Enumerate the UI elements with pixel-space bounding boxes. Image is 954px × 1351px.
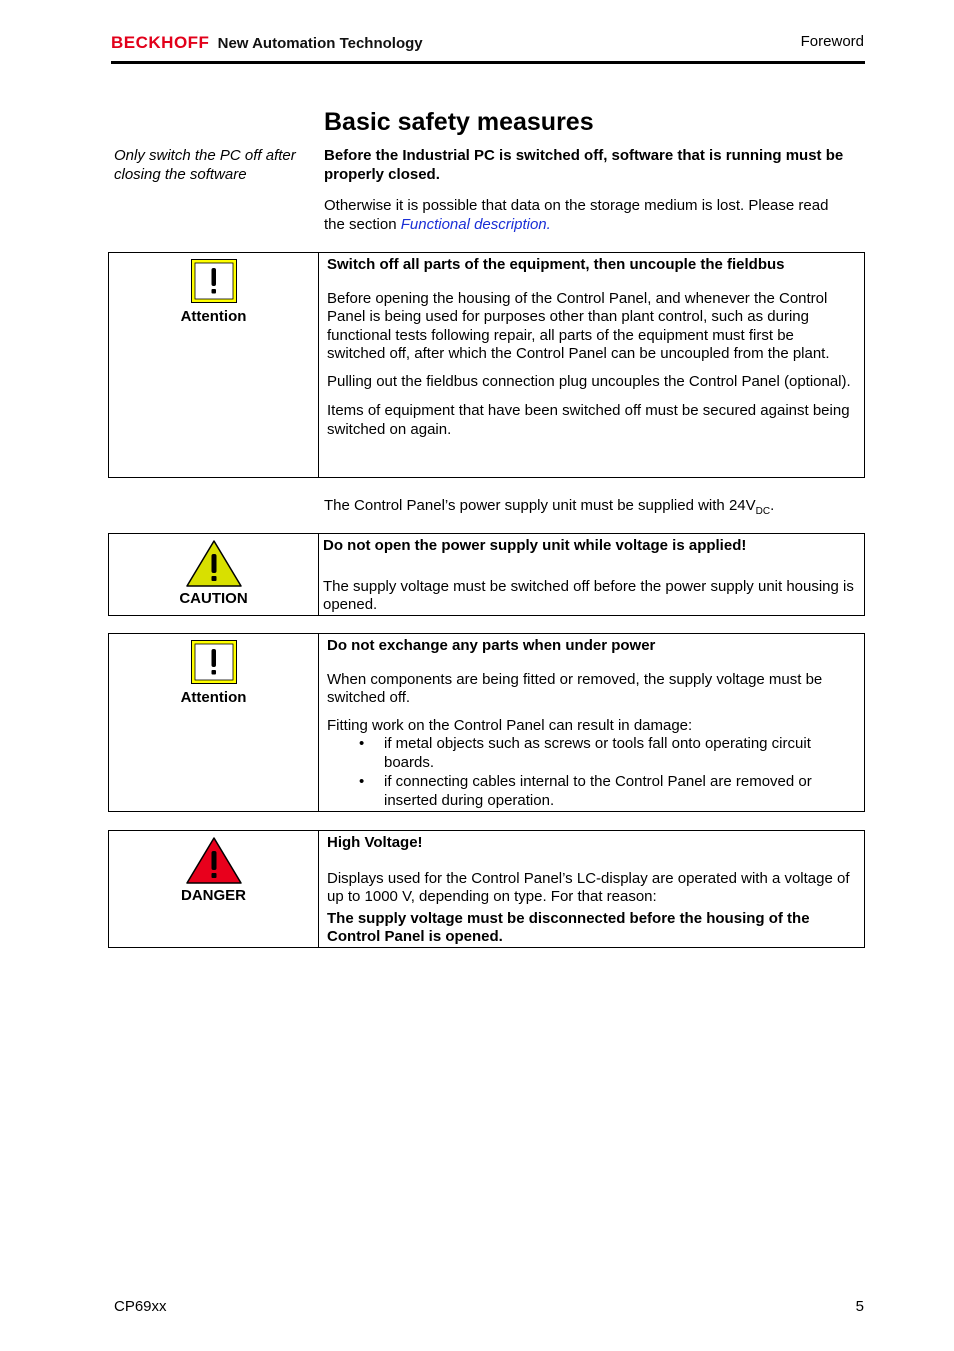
supply-note-text: The Control Panel’s power supply unit must be supplied with 24V bbox=[324, 497, 756, 514]
notice-bullet-list bbox=[327, 735, 856, 810]
intro-body-end: . bbox=[546, 215, 551, 233]
notice-danger-high-voltage bbox=[108, 830, 865, 948]
footer-product: CP69xx bbox=[114, 1298, 167, 1315]
brand-name: BECKHOFF bbox=[111, 33, 210, 52]
attention-exclamation-icon bbox=[190, 258, 238, 304]
brand-tagline: New Automation Technology bbox=[217, 35, 423, 52]
notice-heading: Do not open the power supply unit while voltage is applied! bbox=[323, 537, 747, 554]
page-title: Basic safety measures bbox=[324, 108, 594, 136]
notice-caution-power-supply bbox=[108, 533, 865, 616]
notice-icon-cell bbox=[109, 634, 319, 812]
notice-paragraph: Before opening the housing of the Control Panel, and whenever the Control Panel is being used for purposes other than plant control, such as during functional tests following repair, all parts of the equipment must first be switched off, after which the Control Panel can be uncoupled from the plant. bbox=[327, 289, 830, 362]
intro-body bbox=[324, 197, 844, 234]
notice-attention-parts bbox=[108, 633, 865, 812]
header-section: Foreword bbox=[800, 33, 864, 50]
notice-paragraph: Fitting work on the Control Panel can result in damage: bbox=[327, 716, 693, 734]
notice-text-cell bbox=[319, 634, 865, 812]
intro-body-text: Otherwise it is possible that data on the storage medium is lost. Please read the section bbox=[324, 197, 829, 233]
notice-paragraph: When components are being fitted or removed, the supply voltage must be switched off. bbox=[327, 670, 823, 706]
header-divider bbox=[111, 61, 865, 64]
supply-note-subscript: DC bbox=[755, 506, 771, 517]
supply-note-end: . bbox=[770, 497, 775, 514]
notice-label: Attention bbox=[180, 689, 247, 706]
notice-text-cell bbox=[319, 534, 865, 616]
notice-attention-fieldbus bbox=[108, 252, 865, 478]
notice-label: DANGER bbox=[180, 887, 246, 904]
attention-exclamation-icon bbox=[190, 639, 238, 685]
list-item: • if connecting cables internal to the Control Panel are removed or inserted during operation. bbox=[384, 773, 856, 810]
notice-label: Attention bbox=[180, 308, 247, 325]
notice-warning-bold: The supply voltage must be disconnected before the housing of the Control Panel is opened. bbox=[327, 909, 810, 945]
supply-note bbox=[324, 497, 774, 516]
margin-note: Only switch the PC off after closing the software bbox=[114, 147, 296, 183]
notice-text-cell bbox=[319, 831, 865, 948]
footer-page-number: 5 bbox=[855, 1298, 864, 1315]
functional-description-link[interactable]: Functional description bbox=[400, 215, 547, 233]
header-logo bbox=[111, 34, 423, 54]
notice-icon-cell bbox=[109, 831, 319, 948]
notice-icon-cell bbox=[109, 534, 319, 616]
notice-heading: High Voltage! bbox=[327, 834, 423, 851]
notice-paragraph: Pulling out the fieldbus connection plug uncouples the Control Panel (optional). bbox=[327, 372, 851, 390]
notice-text-cell bbox=[319, 253, 865, 478]
danger-warning-triangle-icon bbox=[185, 836, 243, 885]
notice-icon-cell bbox=[109, 253, 319, 478]
notice-heading: Do not exchange any parts when under power bbox=[327, 637, 656, 654]
intro-bold-text: Before the Industrial PC is switched off, software that is running must be properly closed. bbox=[324, 147, 844, 183]
notice-paragraph: The supply voltage must be switched off before the power supply unit housing is opened. bbox=[323, 577, 854, 613]
notice-paragraph: Items of equipment that have been switched off must be secured against being switched on again. bbox=[327, 402, 850, 438]
list-item: • if metal objects such as screws or tools fall onto operating circuit boards. bbox=[384, 735, 856, 772]
notice-label: CAUTION bbox=[179, 590, 248, 607]
notice-heading: Switch off all parts of the equipment, then uncouple the fieldbus bbox=[327, 256, 785, 273]
notice-paragraph: Displays used for the Control Panel’s LC-display are operated with a voltage of up to 1000 V, depending on type. For that reason: bbox=[327, 869, 850, 905]
caution-warning-triangle-icon bbox=[185, 539, 243, 588]
